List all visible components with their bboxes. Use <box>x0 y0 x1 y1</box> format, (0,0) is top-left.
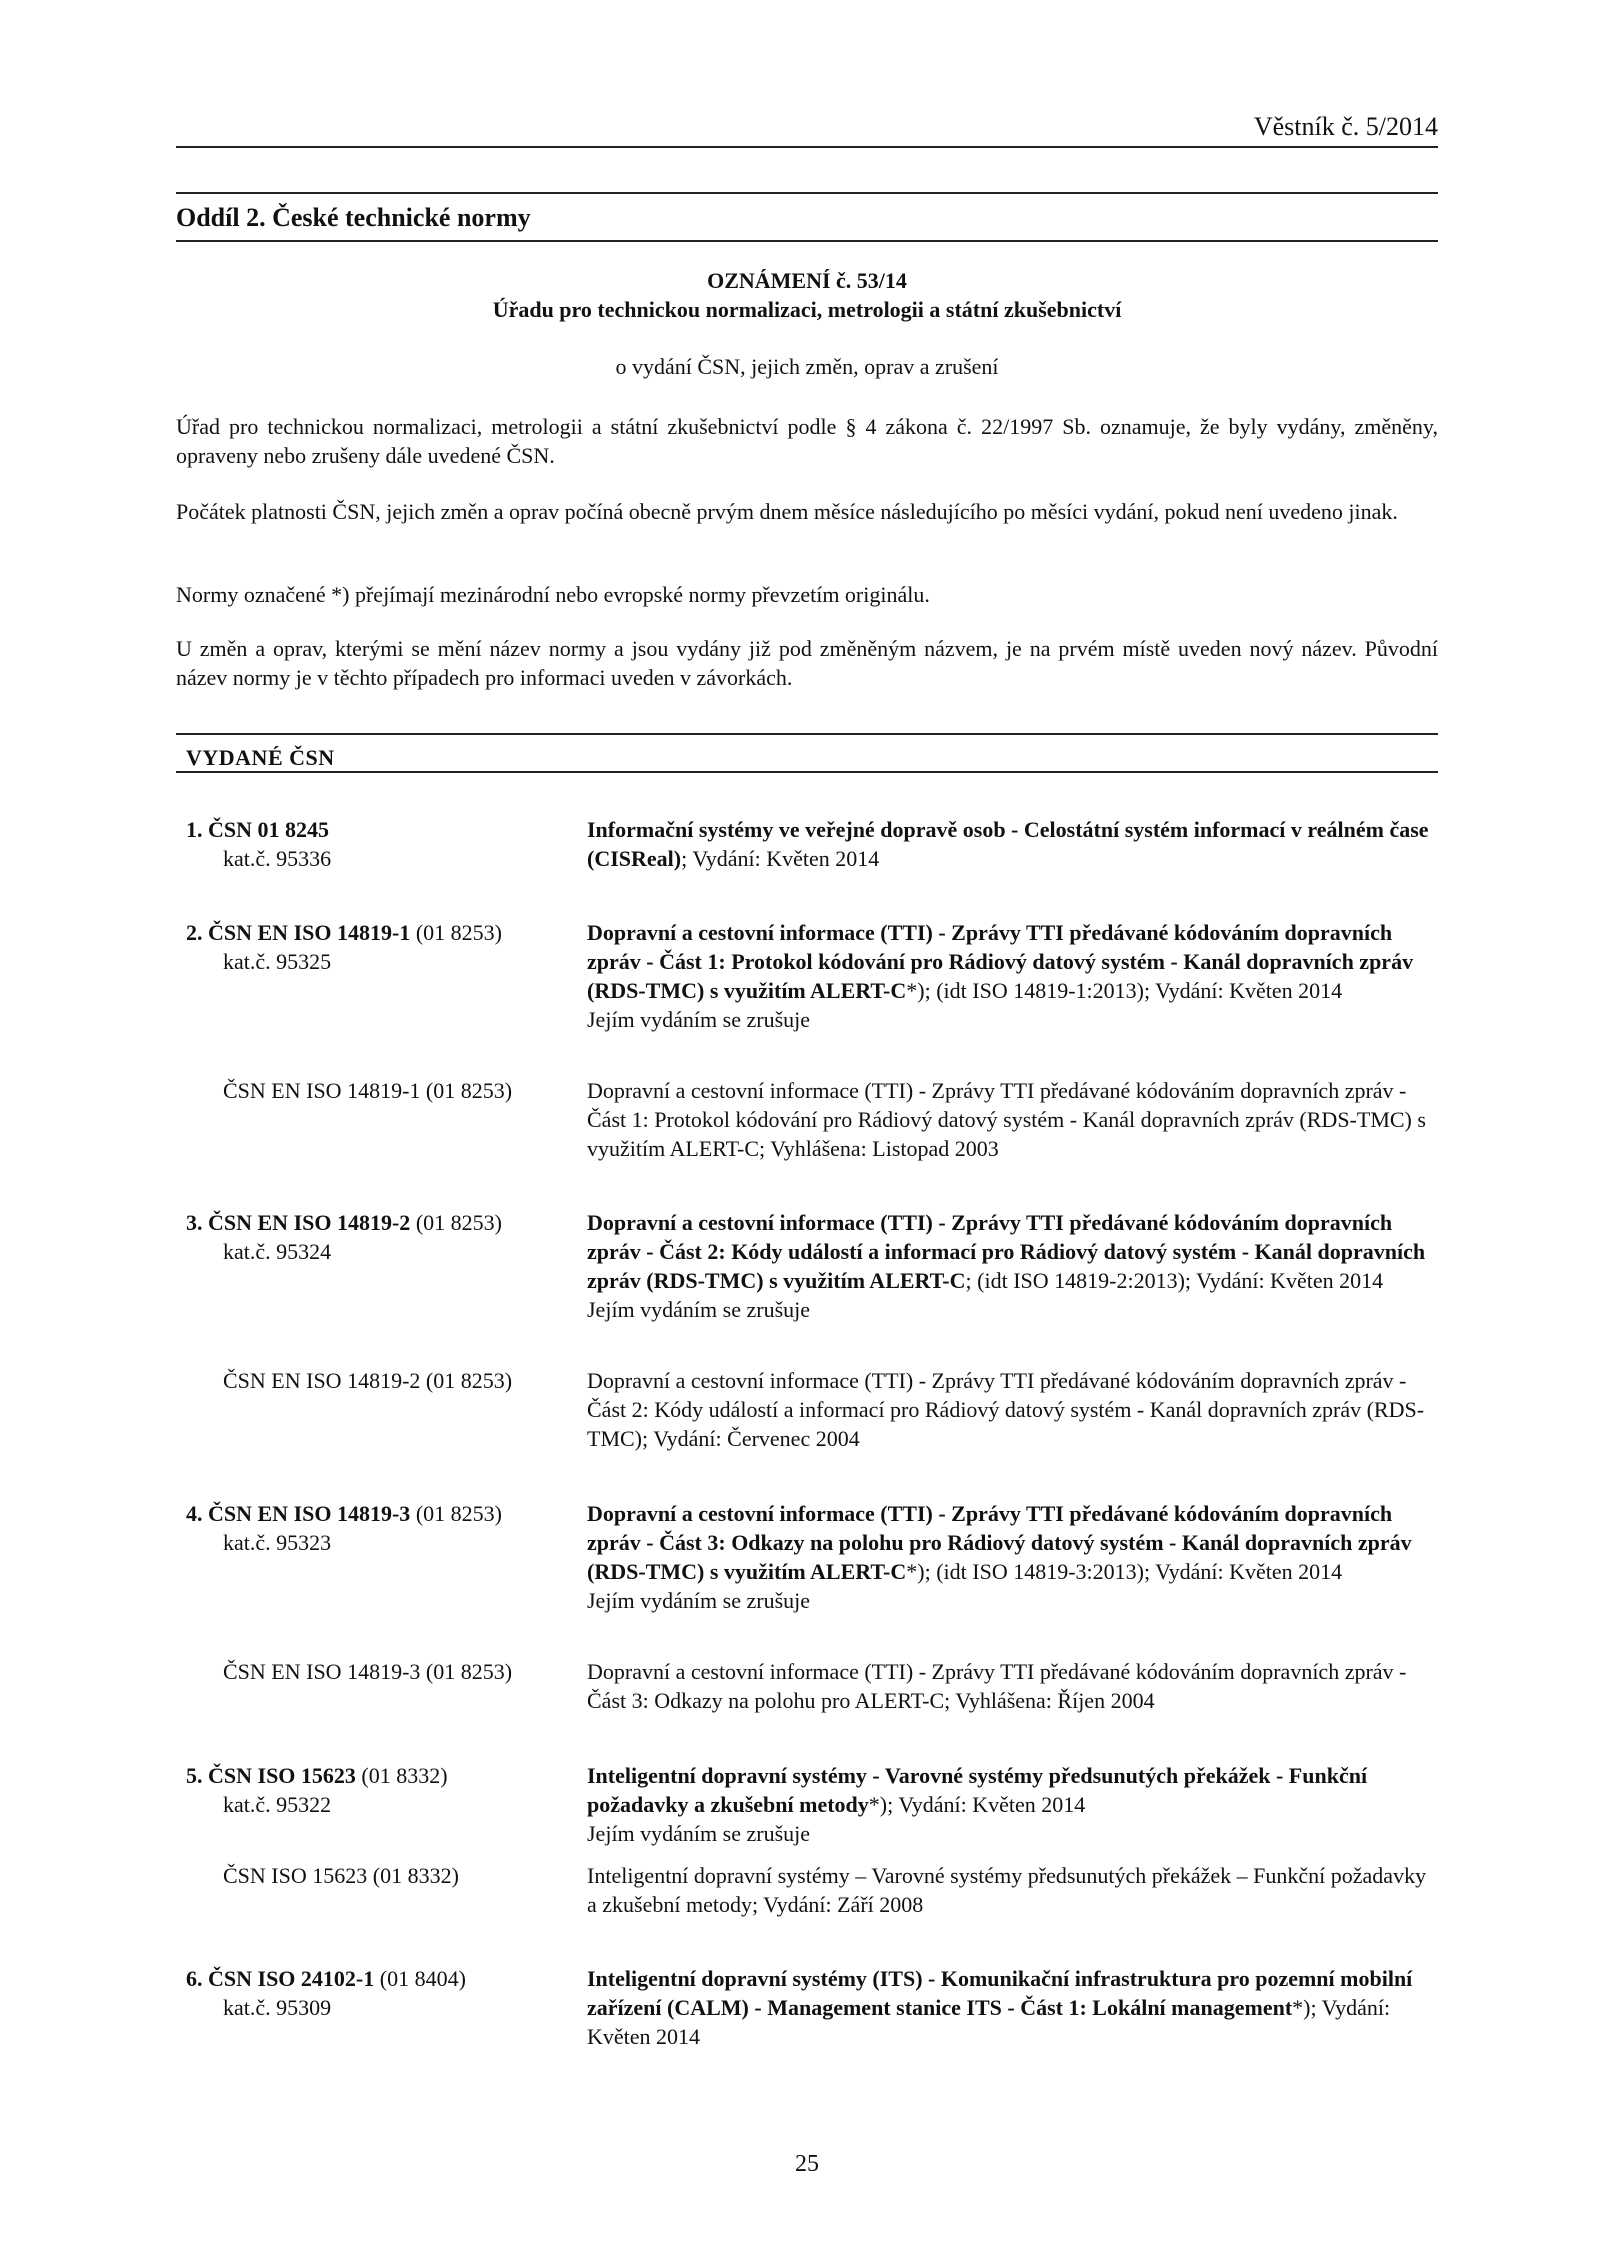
document-page <box>176 0 1438 2263</box>
header-rule <box>176 146 1438 148</box>
standard-title-details: ; (idt ISO 14819-2:2013); Vydání: Květen 2014 <box>965 1268 1384 1293</box>
catalog-number: kat.č. 95322 <box>223 1792 332 1817</box>
catalog-number: kat.č. 95325 <box>223 949 332 974</box>
cancels-note: Jejím vydáním se zrušuje <box>587 1588 811 1613</box>
standard-title-block <box>587 1208 1438 1324</box>
standard-title-details: *); (idt ISO 14819-3:2013); Vydání: Květen 2014 <box>906 1559 1343 1584</box>
cancels-note: Jejím vydáním se zrušuje <box>587 1007 811 1032</box>
standard-title-details: *); Vydání: Květen 2014 <box>587 1995 1391 2049</box>
standard-title-details: *); (idt ISO 14819-1:2013); Vydání: Květen 2014 <box>906 978 1343 1003</box>
replaced-standard-title: Inteligentní dopravní systémy – Varovné systémy předsunutých překážek – Funkční požadavky a zkušební metody; Vydání: Září 2008 <box>587 1863 1427 1917</box>
standard-title-block <box>587 918 1438 1034</box>
catalog-number: kat.č. 95309 <box>223 1995 332 2020</box>
cancels-note: Jejím vydáním se zrušuje <box>587 1821 811 1846</box>
issued-section-title: VYDANÉ ČSN <box>186 745 335 770</box>
standard-code: 5. ČSN ISO 15623 <box>186 1763 356 1788</box>
replaced-standard-code: ČSN EN ISO 14819-3 (01 8253) <box>223 1659 513 1684</box>
section-rule-top <box>176 192 1438 194</box>
standard-code-block <box>186 918 566 976</box>
standard-code-block <box>186 1208 566 1266</box>
standard-code: 4. ČSN EN ISO 14819-3 <box>186 1501 411 1526</box>
standard-title-block <box>587 1499 1438 1615</box>
standard-title-details: ; Vydání: Květen 2014 <box>681 846 880 871</box>
standard-class: (01 8253) <box>410 920 502 945</box>
standard-code-block <box>186 1761 566 1819</box>
issued-rule-top <box>176 733 1438 735</box>
standard-code: 6. ČSN ISO 24102-1 <box>186 1966 375 1991</box>
catalog-number: kat.č. 95336 <box>223 846 332 871</box>
notice-title: OZNÁMENÍ č. 53/14 <box>707 268 907 293</box>
standard-title: Dopravní a cestovní informace (TTI) - Zprávy TTI předávané kódováním dopravních zpráv - Část 1: Protokol kódování pro Rádiový datový systém - Kanál dopravních zpráv (RDS-TMC) s využitím ALERT-C <box>587 920 1414 1003</box>
paragraph-validity: Počátek platnosti ČSN, jejich změn a oprav počíná obecně prvým dnem měsíce následujícího po měsíci vydání, pokud není uvedeno jinak. <box>176 499 1398 524</box>
standard-class: (01 8253) <box>410 1501 502 1526</box>
paragraph-intro: Úřad pro technickou normalizaci, metrologii a státní zkušebnictví podle § 4 zákona č. 22/1997 Sb. oznamuje, že byly vydány, změněny, opraveny nebo zrušeny dále uvedené ČSN. <box>176 414 1438 468</box>
notice-issuer: Úřadu pro technickou normalizaci, metrologii a státní zkušebnictví <box>492 297 1122 322</box>
replaced-standard-code: ČSN EN ISO 14819-1 (01 8253) <box>223 1078 513 1103</box>
paragraph-changes: U změn a oprav, kterými se mění název normy a jsou vydány již pod změněným názvem, je na prvém místě uveden nový název. Původní název normy je v těchto případech pro informaci uveden v závorkách. <box>176 636 1438 690</box>
standard-code: 2. ČSN EN ISO 14819-1 <box>186 920 411 945</box>
journal-header: Věstník č. 5/2014 <box>1253 112 1438 141</box>
replaced-standard-code: ČSN EN ISO 14819-2 (01 8253) <box>223 1368 513 1393</box>
paragraph-adoption: Normy označené *) přejímají mezinárodní nebo evropské normy převzetím originálu. <box>176 582 930 607</box>
issued-rule-bottom <box>176 771 1438 773</box>
standard-title: Inteligentní dopravní systémy (ITS) - Komunikační infrastruktura pro pozemní mobilní zařízení (CALM) - Management stanice ITS - Část 1: Lokální management <box>587 1966 1413 2020</box>
standard-title: Informační systémy ve veřejné dopravě osob - Celostátní systém informací v reálném čase (CISReal) <box>587 817 1429 871</box>
replaced-standard-title: Dopravní a cestovní informace (TTI) - Zprávy TTI předávané kódováním dopravních zpráv - Část 1: Protokol kódování pro Rádiový datový systém - Kanál dopravních zpráv (RDS-TMC) s využitím ALERT-C; Vyhlášena: Listopad 2003 <box>587 1078 1426 1161</box>
replaced-standard-title: Dopravní a cestovní informace (TTI) - Zprávy TTI předávané kódováním dopravních zpráv - Část 3: Odkazy na polohu pro ALERT-C; Vyhlášena: Říjen 2004 <box>587 1659 1407 1713</box>
notice-subject: o vydání ČSN, jejich změn, oprav a zrušení <box>615 354 999 379</box>
section-title: Oddíl 2. České technické normy <box>176 203 531 232</box>
standard-title-block <box>587 815 1438 873</box>
standard-code-block <box>186 815 566 873</box>
catalog-number: kat.č. 95324 <box>223 1239 332 1264</box>
standard-title: Dopravní a cestovní informace (TTI) - Zprávy TTI předávané kódováním dopravních zpráv - Část 2: Kódy událostí a informací pro Rádiový datový systém - Kanál dopravních zpráv (RDS-TMC) s využitím ALERT-C <box>587 1210 1426 1293</box>
standard-code-block <box>186 1499 566 1557</box>
standard-code: 3. ČSN EN ISO 14819-2 <box>186 1210 411 1235</box>
page-number: 25 <box>795 2151 819 2177</box>
catalog-number: kat.č. 95323 <box>223 1530 332 1555</box>
standard-class: (01 8332) <box>355 1763 448 1788</box>
cancels-note: Jejím vydáním se zrušuje <box>587 1297 811 1322</box>
standard-code-block <box>186 1964 566 2022</box>
standard-title: Inteligentní dopravní systémy - Varovné systémy předsunutých překážek - Funkční požadavky a zkušební metody <box>587 1763 1368 1817</box>
standard-title-details: *); Vydání: Květen 2014 <box>868 1792 1086 1817</box>
replaced-standard-title: Dopravní a cestovní informace (TTI) - Zprávy TTI předávané kódováním dopravních zpráv - Část 2: Kódy událostí a informací pro Rádiový datový systém - Kanál dopravních zpráv (RDS-TMC); Vydání: Červenec 2004 <box>587 1368 1425 1451</box>
section-rule-bottom <box>176 240 1438 242</box>
standard-title-block <box>587 1761 1438 1848</box>
standard-title-block <box>587 1964 1438 2051</box>
standard-class: (01 8253) <box>410 1210 502 1235</box>
standard-class: (01 8404) <box>374 1966 466 1991</box>
replaced-standard-code: ČSN ISO 15623 (01 8332) <box>223 1863 459 1888</box>
standard-code: 1. ČSN 01 8245 <box>186 817 330 842</box>
standard-title: Dopravní a cestovní informace (TTI) - Zprávy TTI předávané kódováním dopravních zpráv - Část 3: Odkazy na polohu pro Rádiový datový systém - Kanál dopravních zpráv (RDS-TMC) s využitím ALERT-C <box>587 1501 1412 1584</box>
